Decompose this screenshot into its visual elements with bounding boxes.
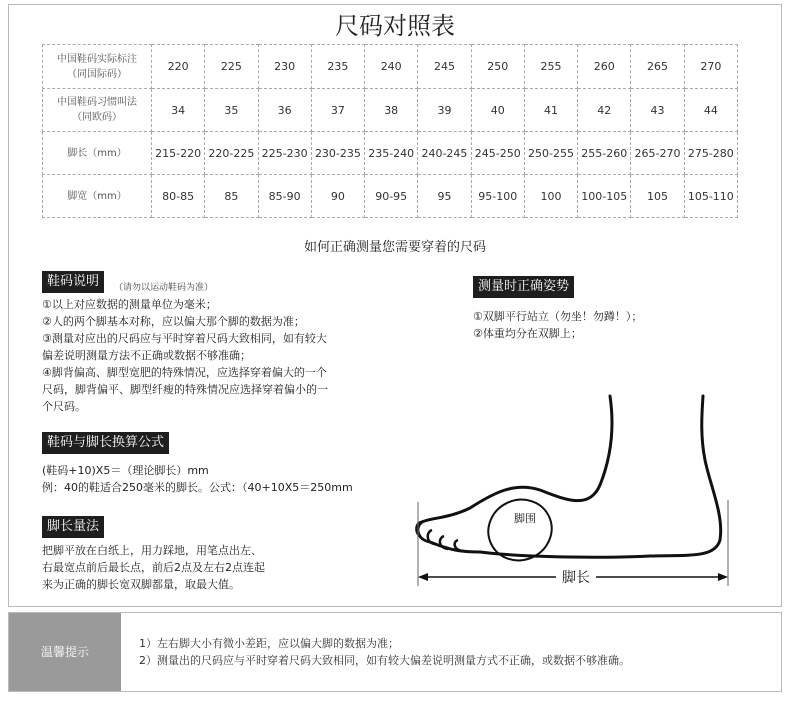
table-cell: 90-95 [365,175,418,218]
table-cell: 100-105 [578,175,631,218]
foot-length-text [42,542,362,593]
text-line: 右最宽点前后最长点，前后2点及左右2点连起 [42,561,265,574]
page-title: 尺码对照表 [335,12,455,40]
row-header-line: （同欧码） [72,112,122,123]
foot-length-tag: 脚长量法 [42,516,104,538]
row-header [43,89,152,132]
table-row [43,132,738,175]
table-cell: 245-250 [471,132,524,175]
text-line: 来为正确的脚长宽双脚都量，取最大值。 [42,578,240,591]
table-cell: 220-225 [205,132,258,175]
table-cell: 40 [471,89,524,132]
table-cell: 255-260 [578,132,631,175]
text-line: 例：40的鞋适合250毫米的脚长。公式：（40+10X5＝250mm [42,481,353,494]
text-line: ③测量对应出的尺码应与平时穿着尺码大致相同，如有较大 [42,332,327,345]
row-header-line: 中国鞋码实际标注 [57,53,137,65]
text-line: ②体重均分在双脚上； [473,327,582,340]
table-cell: 95-100 [471,175,524,218]
table-row [43,175,738,218]
shoe-size-tag: 鞋码说明 [42,271,104,293]
table-cell: 260 [578,45,631,89]
formula-tag: 鞋码与脚长换算公式 [42,432,169,454]
posture-tag: 测量时正确姿势 [473,276,574,298]
shoe-size-note: （请勿以运动鞋码为准） [114,283,214,293]
table-cell: 230-235 [311,132,364,175]
table-cell: 44 [684,89,737,132]
text-line: ④脚背偏高、脚型宽肥的特殊情况，应选择穿着偏大的一个 [42,366,327,379]
length-label: 脚长 [562,570,590,586]
text-line: ①双脚平行站立（勿坐！勿蹲！）； [473,310,643,323]
text-line: 尺码，脚背偏平、脚型纤瘦的特殊情况应选择穿着偏小的一 [42,383,328,396]
size-chart-table [42,44,738,218]
table-cell: 38 [365,89,418,132]
table-cell: 230 [258,45,311,89]
foot-outline [418,396,721,557]
text-line: ①以上对应数据的测量单位为毫米； [42,298,217,311]
text-line: 把脚平放在白纸上，用力踩地，用笔点出左、 [42,544,262,557]
table-cell: 90 [311,175,364,218]
posture-text [473,308,773,342]
table-row [43,45,738,89]
table-cell: 265-270 [631,132,684,175]
table-cell: 215-220 [152,132,205,175]
table-cell: 235-240 [365,132,418,175]
row-header-line: 中国鞋码习惯叫法 [57,97,137,108]
text-line: 个尺码。 [42,400,86,413]
table-cell: 34 [152,89,205,132]
table-cell: 95 [418,175,471,218]
footer-line: 1）左右脚大小有微小差距，应以偏大脚的数据为准； [139,637,399,650]
text-line: ②人的两个脚基本对称，应以偏大那个脚的数据为准； [42,315,305,328]
toe-4 [455,540,464,551]
table-cell: 43 [631,89,684,132]
girth-loop [478,489,561,570]
table-cell: 80-85 [152,175,205,218]
footer-line: 2）测量出的尺码应与平时穿着尺码大致相同，如有较大偏差说明测量方式不正确，或数据不够准确。 [139,654,630,667]
table-cell: 275-280 [684,132,737,175]
table-cell: 265 [631,45,684,89]
table-cell: 39 [418,89,471,132]
row-header [43,45,152,89]
table-row [43,89,738,132]
row-header [43,132,152,175]
arrow-left-head [418,573,428,581]
table-cell: 240-245 [418,132,471,175]
row-header-line: 脚宽（mm） [67,190,127,202]
table-cell: 220 [152,45,205,89]
table-cell: 250-255 [524,132,577,175]
table-cell: 255 [524,45,577,89]
girth-label: 脚围 [514,512,536,525]
table-cell: 105 [631,175,684,218]
footer-text [139,635,630,669]
formula-text [42,462,412,496]
table-cell: 240 [365,45,418,89]
table-cell: 85-90 [258,175,311,218]
table-cell: 105-110 [684,175,737,218]
table-cell: 42 [578,89,631,132]
measure-subtitle: 如何正确测量您需要穿着的尺码 [303,240,486,255]
table-cell: 250 [471,45,524,89]
arrow-right-head [718,573,728,581]
table-cell: 245 [418,45,471,89]
table-cell: 270 [684,45,737,89]
row-header-line: 脚长（mm） [67,147,127,159]
table-cell: 85 [205,175,258,218]
footer-tips [8,612,782,692]
table-cell: 41 [524,89,577,132]
table-cell: 225-230 [258,132,311,175]
shoe-size-text [42,296,412,415]
table-cell: 100 [524,175,577,218]
table-cell: 235 [311,45,364,89]
row-header [43,175,152,218]
table-cell: 225 [205,45,258,89]
row-header-line: （同国际码） [67,68,127,80]
table-cell: 35 [205,89,258,132]
footer-label: 温馨提示 [9,613,121,691]
text-line: (鞋码+10)X5＝（理论脚长）mm [42,464,209,477]
text-line: 偏差说明测量方法不正确或数据不够准确； [42,349,251,362]
table-cell: 37 [311,89,364,132]
foot-diagram [410,390,750,600]
table-cell: 36 [258,89,311,132]
